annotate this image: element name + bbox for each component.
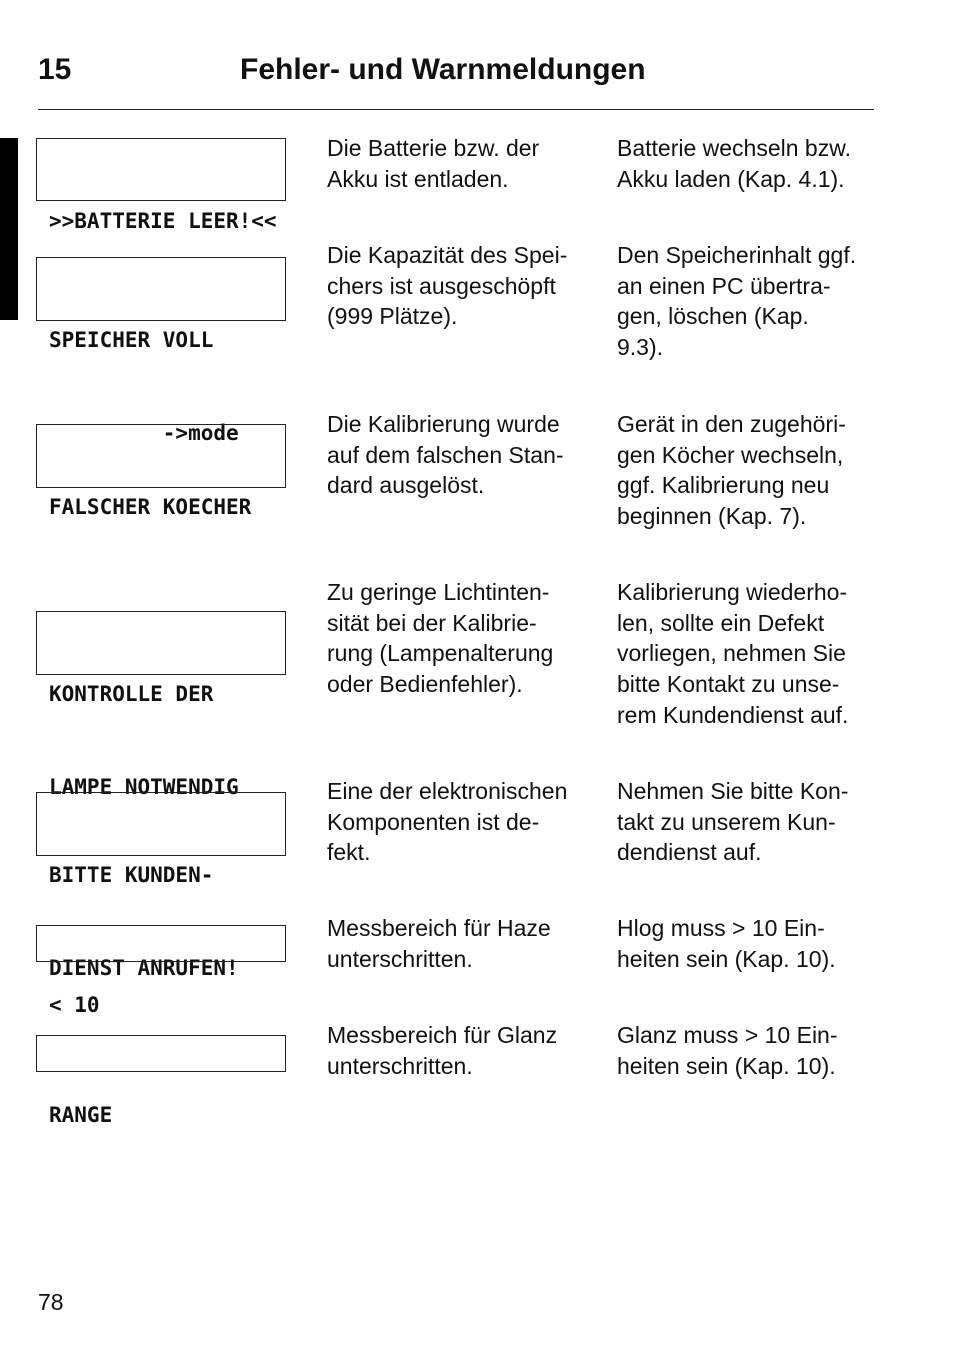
action-line: heiten sein (Kap. 10). [617, 1052, 836, 1079]
action-line: len, sollte ein Defekt [617, 609, 825, 636]
chapter-tab-marker [0, 138, 18, 320]
action-line: vorliegen, nehmen Sie [617, 640, 846, 667]
action-line: 9.3). [617, 334, 664, 361]
action-line: Akku laden (Kap. 4.1). [617, 165, 845, 192]
cause-line: sität bei der Kalibrie- [327, 609, 537, 636]
cause-line: Zu geringe Lichtinten- [327, 579, 550, 605]
cause-text [327, 776, 607, 868]
action-line: heiten sein (Kap. 10). [617, 945, 836, 972]
lcd-display-message [36, 424, 286, 519]
action-text [617, 133, 902, 194]
cause-text [327, 1020, 607, 1081]
action-line: bitte Kontakt zu unse- [617, 671, 840, 698]
action-line: ggf. Kalibrierung neu [617, 472, 830, 499]
action-line: gen, löschen (Kap. [617, 303, 809, 330]
action-line: Glanz muss > 10 Ein- [617, 1022, 838, 1048]
cause-text [327, 240, 607, 332]
cause-text [327, 133, 607, 194]
action-line: an einen PC übertra- [617, 272, 831, 299]
lcd-display-message [36, 1035, 286, 1127]
cause-line: Messbereich für Glanz [327, 1022, 558, 1048]
cause-text [327, 409, 607, 501]
lcd-display-message [36, 792, 286, 980]
action-line: Batterie wechseln bzw. [617, 135, 851, 161]
lcd-line: LAMPE NOTWENDIG [49, 775, 239, 799]
cause-line: Messbereich für Haze [327, 915, 551, 941]
cause-text [327, 577, 607, 700]
cause-line: Eine der elektronischen [327, 778, 568, 804]
action-line: Gerät in den zugehöri- [617, 411, 846, 437]
cause-line: unterschritten. [327, 1052, 473, 1079]
cause-line: auf dem falschen Stan- [327, 441, 564, 468]
cause-line: Die Kalibrierung wurde [327, 411, 560, 437]
cause-line: rung (Lampenalterung [327, 640, 554, 667]
cause-line: Komponenten ist de- [327, 808, 540, 835]
action-text [617, 1020, 902, 1081]
action-text [617, 240, 902, 363]
action-line: Hlog muss > 10 Ein- [617, 915, 825, 941]
lcd-line: KONTROLLE DER [49, 682, 214, 706]
action-line: rem Kundendienst auf. [617, 701, 849, 728]
action-line: takt zu unserem Kun- [617, 808, 836, 835]
lcd-display-message [36, 257, 286, 445]
lcd-line: < 10 [49, 993, 100, 1017]
action-line: gen Köcher wechseln, [617, 441, 844, 468]
lcd-line: FALSCHER KOECHER [49, 495, 252, 519]
lcd-line: RANGE [49, 1103, 113, 1127]
page-number: 78 [38, 1289, 64, 1315]
cause-line: unterschritten. [327, 945, 473, 972]
action-text [617, 913, 902, 974]
action-line: beginnen (Kap. 7). [617, 503, 807, 530]
action-line: Den Speicherinhalt ggf. [617, 242, 857, 268]
lcd-line: ->mode [49, 421, 239, 445]
cause-line: oder Bedienfehler). [327, 671, 523, 698]
chapter-title: Fehler- und Warnmeldungen [240, 53, 646, 86]
cause-line: Akku ist entladen. [327, 165, 509, 192]
cause-line: dard ausgelöst. [327, 472, 485, 499]
cause-line: Die Batterie bzw. der [327, 135, 540, 161]
lcd-display-message [36, 138, 286, 233]
header-divider [38, 109, 874, 110]
lcd-line: >>BATTERIE LEER!<< [49, 209, 277, 233]
lcd-line: BITTE KUNDEN- [49, 863, 214, 887]
cause-text [327, 913, 607, 974]
lcd-line: DIENST ANRUFEN! [49, 956, 239, 980]
action-line: dendienst auf. [617, 839, 762, 866]
action-line: Kalibrierung wiederho- [617, 579, 848, 605]
cause-line: Die Kapazität des Spei- [327, 242, 568, 268]
cause-line: fekt. [327, 839, 371, 866]
lcd-display-message [36, 611, 286, 799]
chapter-number: 15 [38, 53, 72, 86]
action-line: Nehmen Sie bitte Kon- [617, 778, 849, 804]
action-text [617, 577, 902, 731]
lcd-line: SPEICHER VOLL [49, 328, 214, 352]
cause-line: chers ist ausgeschöpft [327, 272, 556, 299]
cause-line: (999 Plätze). [327, 303, 458, 330]
action-text [617, 776, 902, 868]
action-text [617, 409, 902, 532]
